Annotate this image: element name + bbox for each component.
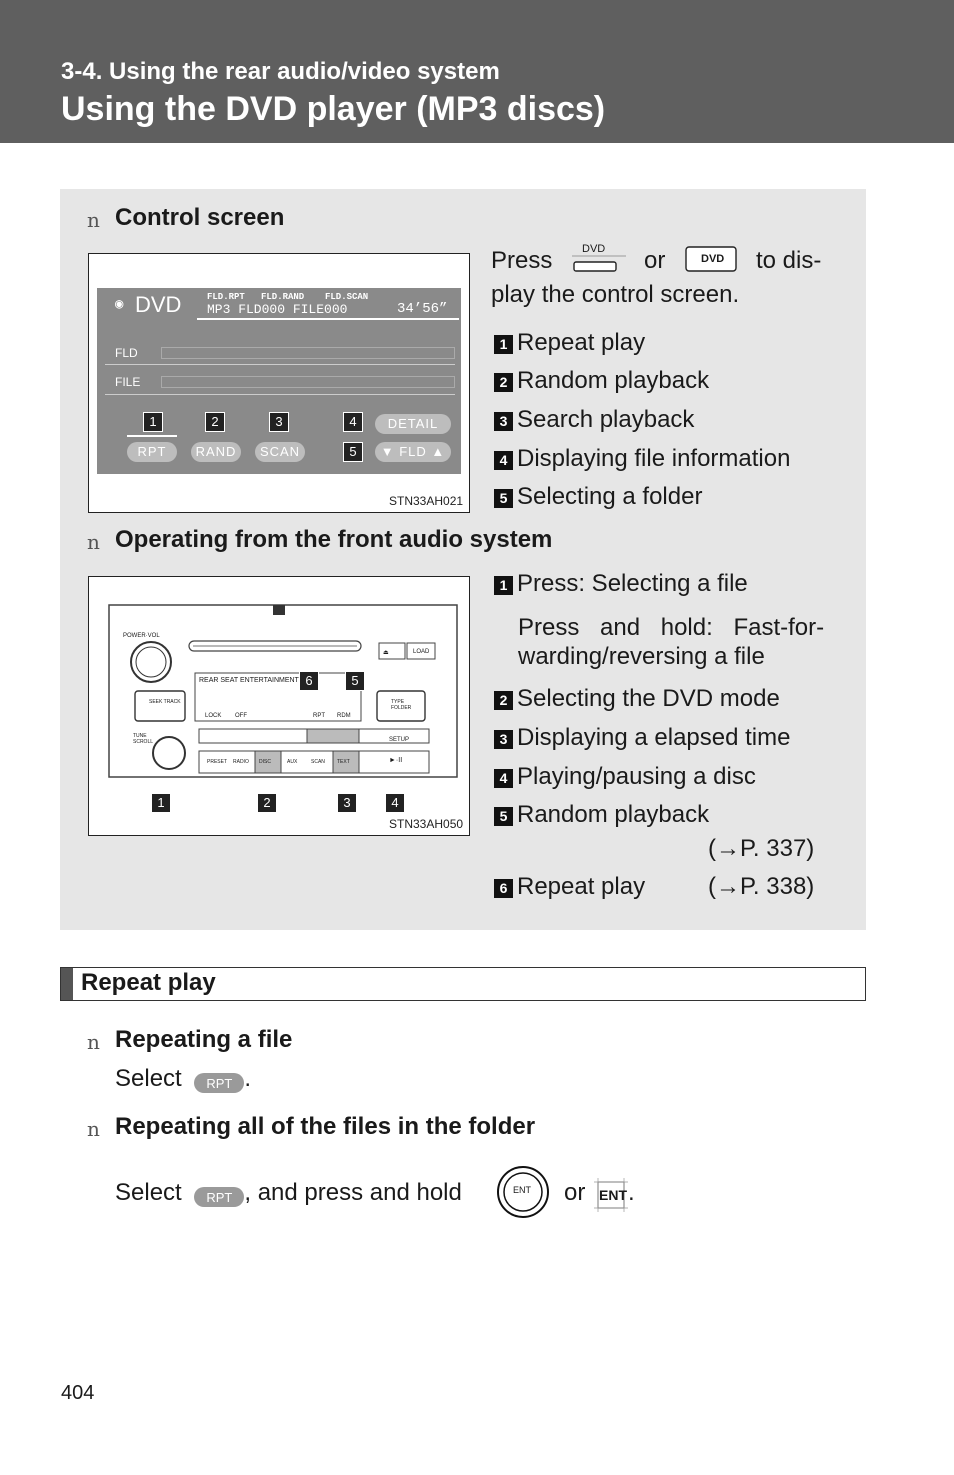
rpt-small-label: RPT — [313, 713, 325, 719]
item-number: 6 — [494, 879, 513, 898]
load-label: LOAD — [413, 649, 430, 655]
callout-3: 3 — [337, 793, 357, 813]
item-number: 4 — [494, 451, 513, 470]
item-number: 2 — [494, 373, 513, 392]
folder-down-icon[interactable]: ▼ — [380, 444, 395, 459]
dvd-key-1-label: DVD — [582, 243, 606, 255]
item-text: Playing/pausing a disc — [517, 763, 756, 790]
aux-button[interactable]: AUX — [287, 759, 298, 765]
period: . — [628, 1179, 635, 1206]
screen-divider — [105, 364, 455, 365]
folder-up-icon[interactable]: ▲ — [431, 444, 446, 459]
type-folder-label: TYPE FOLDER — [391, 699, 412, 711]
or-text: or — [644, 247, 666, 274]
callout-3: 3 — [269, 412, 289, 432]
eject-icon: ⏏ — [383, 650, 389, 656]
item-number: 5 — [494, 489, 513, 508]
rand-button[interactable]: RAND — [191, 442, 241, 462]
to-dis-text: to dis- — [756, 247, 822, 274]
screen-divider — [197, 318, 459, 320]
figure-code: STN33AH021 — [389, 494, 464, 508]
press-text: Press — [491, 247, 553, 274]
list-item-continuation: Press and hold: Fast-for- — [518, 614, 825, 641]
list-item-continuation: warding/reversing a file — [518, 643, 765, 670]
front-audio-figure — [88, 576, 470, 836]
detail-button[interactable]: DETAIL — [375, 414, 451, 434]
scan-small-button[interactable]: SCAN — [311, 759, 325, 765]
list-item — [494, 483, 702, 511]
item-text: Displaying a elapsed time — [517, 724, 791, 751]
item-text: Displaying file information — [517, 445, 791, 472]
list-item — [494, 873, 645, 901]
item-text: Random playback — [517, 367, 710, 394]
item-text: Repeat play — [517, 873, 646, 900]
front-audio-heading: Operating from the front audio system — [115, 526, 553, 553]
disc-button[interactable]: DISC — [259, 759, 271, 765]
item-number: 3 — [494, 730, 513, 749]
screen-brand: DVD — [135, 292, 182, 317]
rpt-button-icon: RPT — [194, 1187, 244, 1207]
fld-nav-label: FLD — [399, 444, 427, 459]
rear-display-screen — [97, 288, 461, 474]
item-number: 2 — [494, 691, 513, 710]
list-item — [494, 801, 709, 829]
bullet-marker: n — [87, 1030, 100, 1054]
repeating-folder-heading: Repeating all of the files in the folder — [115, 1113, 536, 1140]
play-pause-button[interactable]: ►·II — [389, 757, 403, 764]
press-hold-text: , and press and hold — [244, 1179, 462, 1206]
bullet-marker: n — [87, 530, 100, 554]
item-number: 3 — [494, 412, 513, 431]
repeating-file-heading: Repeating a file — [115, 1026, 293, 1053]
callout-1: 1 — [151, 793, 171, 813]
rpt-button[interactable]: RPT — [127, 442, 177, 462]
list-item — [494, 329, 645, 357]
callout-1: 1 — [143, 412, 163, 432]
select-word: Select — [115, 1179, 182, 1206]
list-item — [494, 763, 756, 791]
ent-knob-icon — [496, 1165, 550, 1219]
bullet-marker: n — [87, 208, 100, 232]
section-accent — [61, 968, 73, 1000]
fld-name-field — [161, 347, 455, 359]
text-button[interactable]: TEXT — [337, 759, 350, 765]
setup-label: SETUP — [389, 737, 410, 743]
item-number: 4 — [494, 769, 513, 788]
repeating-file-instruction — [115, 1065, 251, 1093]
screen-fld-label: FLD — [115, 346, 138, 360]
radio-button[interactable]: RADIO — [233, 759, 249, 765]
item-text: Selecting a folder — [517, 483, 703, 510]
select-word: Select — [115, 1065, 182, 1092]
screen-divider — [105, 394, 455, 395]
dvd-key-2 — [684, 243, 738, 275]
scan-button[interactable]: SCAN — [255, 442, 305, 462]
dvd-key-1 — [572, 243, 626, 275]
list-item — [494, 406, 694, 434]
list-item — [494, 570, 748, 598]
dvd-key-2-label: DVD — [701, 253, 725, 265]
callout-5: 5 — [343, 442, 363, 462]
callout-2: 2 — [257, 793, 277, 813]
rpt-active-indicator — [127, 435, 177, 437]
item-text: Selecting the DVD mode — [517, 685, 780, 712]
repeating-folder-instruction — [115, 1179, 462, 1207]
item-number: 1 — [494, 576, 513, 595]
screen-file-label: FILE — [115, 375, 141, 389]
list-item — [494, 724, 790, 752]
list-item — [494, 445, 790, 473]
preset-button[interactable]: PRESET — [207, 759, 228, 765]
off-label: OFF — [235, 713, 247, 719]
page-ref[interactable]: (→P. 338) — [708, 873, 815, 900]
power-vol-label: POWER·VOL — [123, 633, 160, 639]
item-text: Press: Selecting a file — [517, 570, 748, 597]
screen-label-fld-rand: FLD.RAND — [261, 292, 305, 302]
or-text: or — [564, 1179, 586, 1206]
rdm-small-label: RDM — [337, 713, 351, 719]
ent-knob-label: ENT — [513, 1185, 531, 1195]
bullet-marker: n — [87, 1117, 100, 1141]
callout-2: 2 — [205, 412, 225, 432]
section-label: 3-4. Using the rear audio/video system — [61, 58, 500, 85]
rear-seat-label: REAR SEAT ENTERTAINMENT — [199, 677, 299, 684]
period: . — [244, 1065, 252, 1092]
figure-code: STN33AH050 — [389, 817, 464, 831]
page-title: Using the DVD player (MP3 discs) — [61, 90, 606, 128]
list-item — [494, 685, 780, 713]
fld-nav-button[interactable] — [375, 442, 451, 462]
ent-key-icon — [594, 1178, 628, 1212]
page-ref[interactable]: (→P. 337) — [708, 835, 815, 862]
screen-info-line: MP3 FLD000 FILE000 — [207, 302, 348, 317]
item-text: Random playback — [517, 801, 710, 828]
repeat-play-section-bar — [60, 967, 866, 1001]
screen-time: 34’56” — [397, 301, 448, 317]
screen-label-fld-rpt: FLD.RPT — [207, 292, 245, 302]
callout-5: 5 — [345, 671, 365, 691]
repeat-play-title: Repeat play — [81, 969, 216, 996]
rpt-button-icon: RPT — [194, 1073, 244, 1093]
display-control-text: play the control screen. — [491, 281, 740, 308]
item-text: Search playback — [517, 406, 695, 433]
item-text: Repeat play — [517, 329, 646, 356]
list-item — [494, 367, 709, 395]
screen-label-fld-scan: FLD.SCAN — [325, 292, 369, 302]
callout-4: 4 — [343, 412, 363, 432]
control-screen-heading: Control screen — [115, 204, 285, 231]
tune-scroll-label: TUNE SCROLL — [133, 733, 154, 745]
ent-key-label: ENT — [599, 1187, 627, 1203]
control-screen-figure — [88, 253, 470, 513]
lock-label: LOCK — [205, 713, 222, 719]
callout-4: 4 — [385, 793, 405, 813]
item-number: 5 — [494, 807, 513, 826]
callout-6: 6 — [299, 671, 319, 691]
seek-track-label: SEEK TRACK — [149, 699, 181, 705]
page-number: 404 — [61, 1382, 95, 1404]
page-header — [0, 0, 954, 143]
file-name-field — [161, 376, 455, 388]
item-number: 1 — [494, 335, 513, 354]
disc-icon: ◉ — [115, 297, 124, 313]
